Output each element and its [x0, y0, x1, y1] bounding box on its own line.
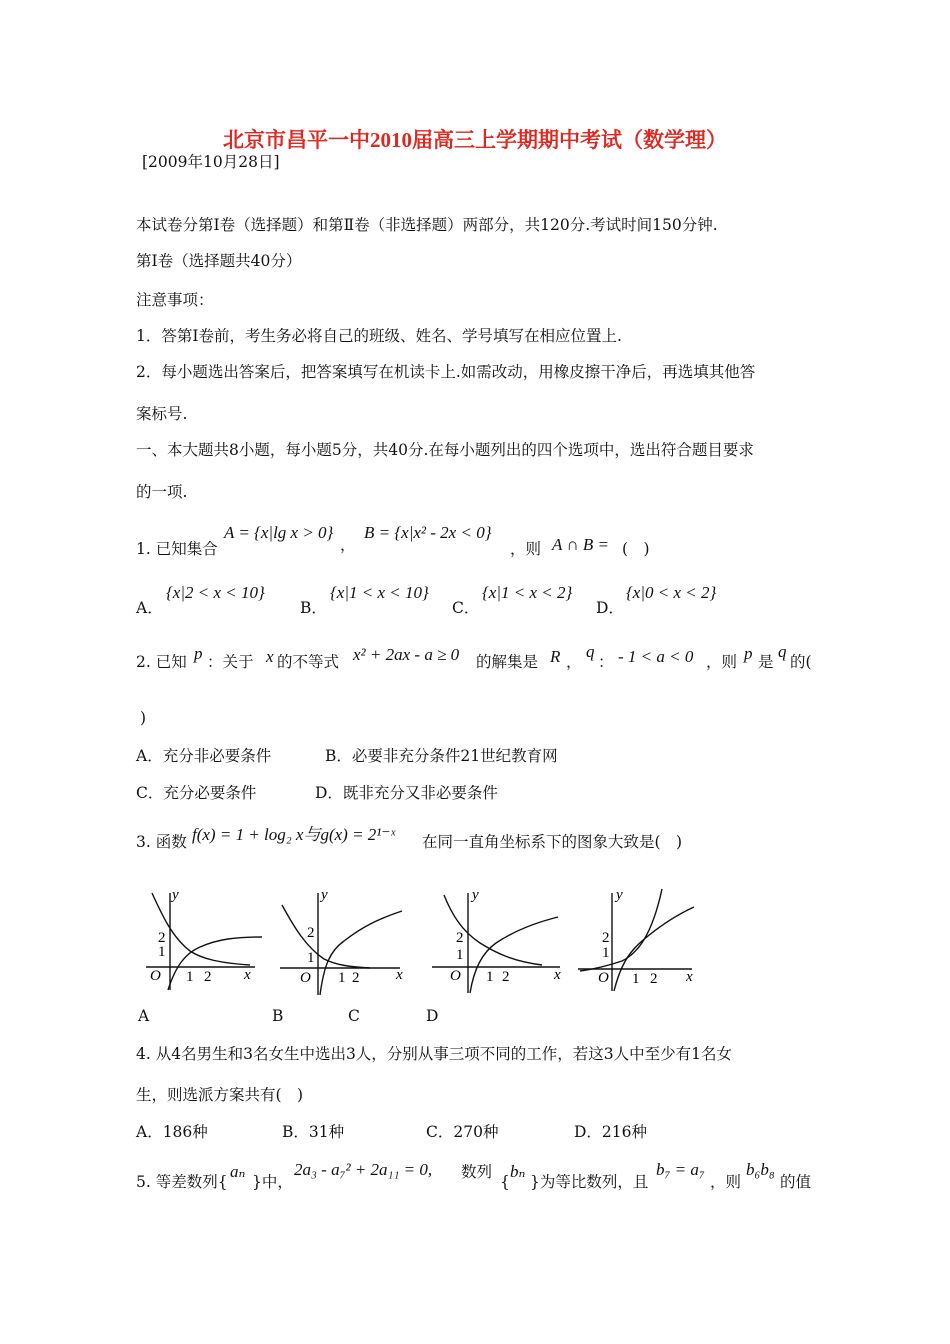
- intro-text: 本试卷分第Ⅰ卷（选择题）和第Ⅱ卷（非选择题）两部分，共120分.考试时间150分钟.: [136, 216, 718, 234]
- q3-a-x-2: 2: [204, 969, 212, 985]
- q2-text-3: 的解集是: [476, 653, 539, 671]
- q1-option-d: {x|0 < x < 2}: [626, 583, 717, 602]
- q2-condition: - 1 < a < 0: [618, 647, 694, 666]
- note-2-line2: 案标号.: [136, 405, 188, 423]
- q3-label-a: A: [138, 1007, 150, 1025]
- q3-d-x-2: 2: [650, 971, 658, 987]
- q3-label-b: B: [272, 1007, 284, 1025]
- q2-option-a: A．充分非必要条件: [136, 747, 272, 765]
- q1-option-c-letter: C．: [452, 599, 480, 617]
- q2-r: R: [550, 647, 561, 666]
- q3-d-y-2: 2: [602, 930, 610, 946]
- q2-text-6: ，则: [706, 653, 738, 671]
- q1-paren: ( ): [622, 540, 650, 558]
- q4-line1: 4. 从4名男生和3名女生中选出3人，分别从事三项不同的工作，若这3人中至少有1名女: [136, 1045, 733, 1063]
- q5-an: aₙ: [230, 1162, 246, 1181]
- q3-label-c: C: [348, 1007, 360, 1025]
- q2-text-7: 是: [758, 653, 774, 671]
- q2-q-2: q: [778, 642, 787, 661]
- q3-a-x-label: x: [244, 967, 251, 983]
- q2-text-2: 的不等式: [277, 653, 340, 671]
- q3-b-x-2: 2: [352, 970, 360, 986]
- q1-lead: 1. 已知集合: [136, 540, 218, 558]
- q2-option-d: D．既非充分又非必要条件: [315, 784, 498, 802]
- q3-d-x-1: 1: [632, 971, 640, 987]
- q3-lead: 3. 函数: [136, 833, 187, 851]
- q2-close-paren: ): [140, 709, 147, 727]
- q3-b-x-1: 1: [338, 970, 346, 986]
- q5-lead: 5. 等差数列{: [136, 1173, 228, 1191]
- q3-graph-c: [430, 885, 565, 995]
- q2-q: q: [586, 642, 595, 661]
- q3-label-d: D: [426, 1007, 439, 1025]
- q1-set-a: A = {x|lg x > 0}: [224, 523, 334, 542]
- q2-x: x: [266, 647, 274, 666]
- q3-graph-b: [278, 885, 408, 995]
- q2-p: p: [194, 644, 203, 663]
- q3-c-x-2: 2: [502, 969, 510, 985]
- section1-line1: 一、本大题共8小题，每小题5分，共40分.在每小题列出的四个选项中，选出符合题目要求: [136, 441, 754, 459]
- q3-a-y-1: 1: [158, 944, 166, 960]
- q1-option-b-letter: B．: [300, 599, 327, 617]
- part1-heading: 第Ⅰ卷（选择题共40分）: [136, 252, 302, 270]
- q3-b-origin: O: [300, 970, 311, 986]
- q2-text-4: ，: [566, 653, 582, 671]
- exam-date: [2009年10月28日]: [142, 153, 280, 171]
- q3-d-x-label: x: [686, 969, 693, 985]
- note-2-line1: 2．每小题选出答案后，把答案填写在机读卡上.如需改动，用橡皮擦干净后，再选填其他答: [136, 363, 756, 381]
- q1-option-a: {x|2 < x < 10}: [166, 583, 265, 602]
- q5-text-5: ，则: [710, 1173, 742, 1191]
- q1-set-b: B = {x|x² - 2x < 0}: [364, 523, 492, 542]
- q1-option-d-letter: D．: [596, 599, 624, 617]
- q3-d-origin: O: [598, 970, 609, 986]
- q5-bn: bₙ: [510, 1162, 526, 1181]
- note-1: 1．答第Ⅰ卷前，考生务必将自己的班级、姓名、学号填写在相应位置上.: [136, 327, 622, 345]
- q2-lead: 2. 已知: [136, 653, 187, 671]
- q5-b7: b₇ = a₇: [656, 1160, 705, 1179]
- q5-equation: 2a₃ - a₇² + 2a₁₁ = 0,: [294, 1160, 433, 1179]
- q1-option-a-letter: A．: [136, 599, 163, 617]
- q3-c-x-1: 1: [486, 969, 494, 985]
- q4-option-a: A．186种: [136, 1123, 208, 1141]
- q3-c-x-label: x: [554, 967, 561, 983]
- q1-option-c: {x|1 < x < 2}: [482, 583, 573, 602]
- q1-ask: A ∩ B =: [552, 535, 609, 554]
- q3-c-y-1: 1: [456, 947, 464, 963]
- page-title: 北京市昌平一中2010届高三上学期期中考试（数学理）: [223, 128, 727, 152]
- q2-text-5: ：: [598, 653, 614, 671]
- q3-b-x-label: x: [396, 967, 403, 983]
- q4-option-d: D．216种: [574, 1123, 648, 1141]
- q3-b-y-1: 1: [307, 950, 315, 966]
- q3-a-y-2: 2: [158, 930, 166, 946]
- q3-functions: f(x) = 1 + log₂ x与g(x) = 2¹⁻ˣ: [192, 825, 396, 844]
- q5-text-2: 数列: [461, 1163, 493, 1181]
- q3-tail: 在同一直角坐标系下的图象大致是( ): [422, 833, 683, 851]
- q3-d-y-1: 1: [602, 945, 610, 961]
- q5-b6b8: b₆b₈: [746, 1160, 775, 1179]
- q2-text-8: 的(: [790, 653, 812, 671]
- q3-graph-a: [140, 885, 270, 995]
- q2-inequality: x² + 2ax - a ≥ 0: [353, 645, 460, 664]
- q1-comma: ，: [340, 536, 356, 554]
- q2-option-c: C．充分必要条件: [136, 784, 257, 802]
- q2-option-b: B．必要非充分条件21世纪教育网: [325, 747, 558, 765]
- q2-text-1: ：关于: [207, 653, 254, 671]
- q4-option-b: B．31种: [282, 1123, 345, 1141]
- notice-heading: 注意事项：: [136, 291, 214, 309]
- q3-a-x-1: 1: [186, 969, 194, 985]
- q3-c-origin: O: [450, 968, 461, 984]
- q5-text-3: {: [500, 1173, 510, 1191]
- q3-d-y-label: y: [616, 887, 623, 903]
- q5-text-6: 的值: [780, 1173, 812, 1191]
- q1-option-b: {x|1 < x < 10}: [330, 583, 429, 602]
- q3-a-y-label: y: [172, 887, 179, 903]
- q3-b-y-2: 2: [307, 925, 315, 941]
- q3-b-y-label: y: [321, 887, 328, 903]
- q2-p-2: p: [744, 644, 753, 663]
- section1-line2: 的一项.: [136, 483, 188, 501]
- q3-c-y-2: 2: [456, 930, 464, 946]
- q4-line2: 生，则选派方案共有( ): [136, 1086, 304, 1104]
- q5-text-1: }中，: [252, 1173, 293, 1191]
- q4-option-c: C．270种: [426, 1123, 499, 1141]
- q3-c-y-label: y: [472, 887, 479, 903]
- q1-then: ，则: [510, 540, 542, 558]
- q3-a-origin: O: [150, 968, 161, 984]
- q5-text-4: }为等比数列，且: [530, 1173, 649, 1191]
- q3-graph-d: [576, 885, 706, 995]
